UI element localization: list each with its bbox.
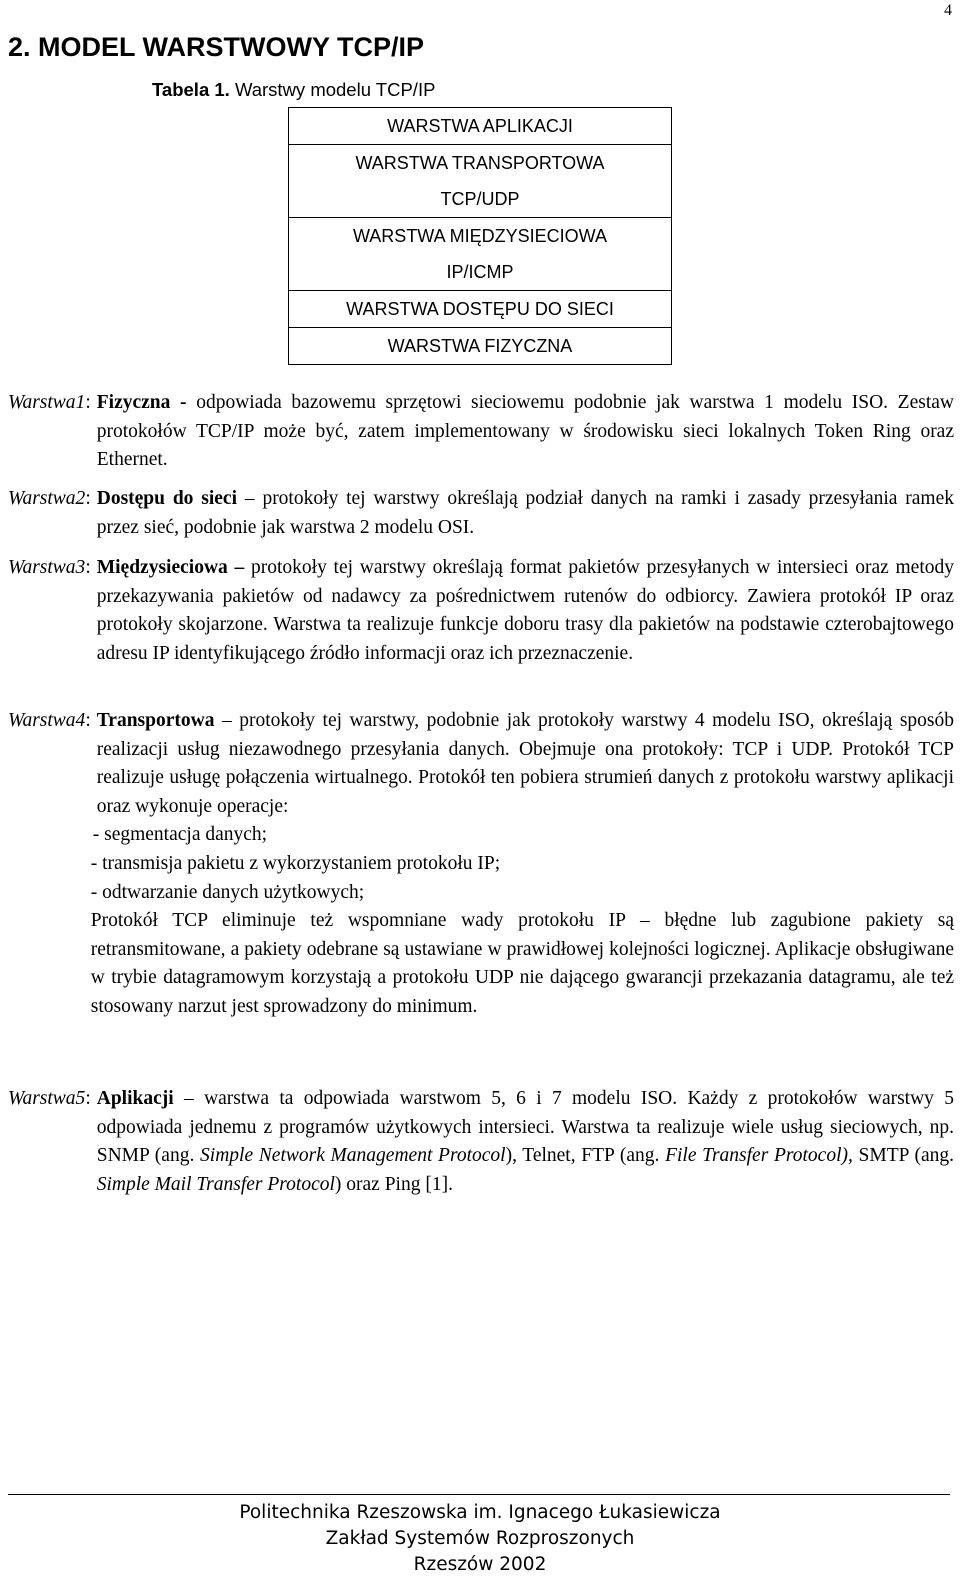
layer-label: Warstwa5: [8,1088,91,1109]
table-row [289,145,672,218]
list-item: - segmentacja danych; [92,824,268,846]
layer-label: Warstwa2: [8,488,91,509]
layers-table [288,107,672,365]
list-item: - odtwarzanie danych użytkowych; [90,881,365,903]
page-number: 4 [944,2,952,19]
table-caption-label: Tabela 1. [152,79,230,100]
table-row [289,291,672,328]
layer-text: Aplikacji – warstwa ta odpowiada warstwom 5, 6 i 7 modelu ISO. Każdy z protokołów warstwy 5 odpowiada jednemu z programów użytkowych intersieci. Warstwa ta realizuje wiele usług sieciowych, np. SNMP (ang. Simple Network Management Protocol), Telnet, FTP (ang. File Transfer Protocol), SMTP (ang. Simple Mail Transfer Protocol) oraz Ping [1]. [96,1088,954,1195]
table-cell-network-access [289,291,672,328]
list-item: - transmisja pakietu z wykorzystaniem protokołu IP; [90,852,501,874]
layer-term: Transportowa [96,710,215,731]
layer-body: protokoły tej warstwy określają podział danych na ramki i zasady przesyłania ramek przez sieć, podobnie jak warstwa 2 modelu OSI. [96,488,954,538]
footer-institution: Politechnika Rzeszowska im. Ignacego Łukasiewicza [239,1502,721,1523]
table-row [289,108,672,145]
layer-term: Fizyczna [96,392,171,413]
layer-body: odpowiada bazowemu sprzętowi sieciowemu podobnie jak warstwa 1 modelu ISO. Zestaw protokołów TCP/IP może być, zatem implementowany w środowisku sieci lokalnych Token Ring oraz Ethernet. [96,392,954,471]
layer-body: protokoły tej warstwy, podobnie jak protokoły warstwy 4 modelu ISO, określają sposób realizacji usług niezawodnego przesyłania danych. Obejmuje ona protokoły: TCP i UDP. Protokół TCP realizuje usługę połączenia wirtualnego. Protokół ten pobiera strumień danych z protokołu warstwy aplikacji oraz wykonuje operacje: [96,710,954,817]
table-caption-text: Warstwy modelu TCP/IP [229,79,436,100]
layer-body: warstwa ta odpowiada warstwom 5, 6 i 7 modelu ISO. Każdy z protokołów warstwy 5 odpowiada jednemu z programów użytkowych intersieci. Warstwa ta realizuje wiele usług sieciowych, np. SNMP (ang. Simple Network Management Protocol), Telnet, FTP (ang. File Transfer Protocol), SMTP (ang. Simple Mail Transfer Protocol) oraz Ping [1]. [96,1088,954,1195]
table-cell-physical [289,328,672,365]
footer-divider [8,1494,950,1495]
table-cell-line: TCP/UDP [440,189,520,209]
layer-term: Dostępu do sieci [96,488,237,509]
layer-text: Transportowa – protokoły tej warstwy, podobnie jak protokoły warstwy 4 modelu ISO, określają sposób realizacji usług niezawodnego przesyłania danych. Obejmuje ona protokoły: TCP i UDP. Protokół TCP realizuje usługę połączenia wirtualnego. Protokół ten pobiera strumień danych z protokołu warstwy aplikacji oraz wykonuje operacje: - segmentacja danych; - transmisja pakietu z wykorzystaniem protokołu IP; - odtwarzanie danych użytkowych; Protokół TCP eliminuje też wspomniane wady protokołu IP – błędne lub zagubione pakiety są retransmitowane, a pakiety odebrane są ustawiane w prawidłowej kolejności logicznej. Aplikacje obsługiwane w trybie datagramowym korzystają a protokołu UDP nie dającego gwarancji przekazania datagramu, ale też stosowany narzut jest sprowadzony do minimum. [91,707,954,1022]
layer-term: Aplikacji [96,1088,174,1109]
layer-description-2 [8,485,954,542]
layer-description-4 [8,707,954,1022]
table-cell-line: IP/ICMP [446,262,514,282]
layer-text: Dostępu do sieci – protokoły tej warstwy określają podział danych na ramki i zasady przesyłania ramek przez sieć, podobnie jak warstwa 2 modelu OSI. [96,488,954,538]
table-cell-internet [289,218,672,291]
table-cell-transport [289,145,672,218]
layer-label: Warstwa4: [8,710,91,731]
layer-label: Warstwa3: [8,557,91,578]
footer-place-year: Rzeszów 2002 [413,1554,547,1575]
layer-label: Warstwa1: [8,392,91,413]
section-heading: 2. MODEL WARSTWOWY TCP/IP [8,32,425,62]
table-cell-line: WARSTWA MIĘDZYSIECIOWA [352,226,607,246]
table-cell-application [289,108,672,145]
layer-text: Fizyczna - odpowiada bazowemu sprzętowi sieciowemu podobnie jak warstwa 1 modelu ISO. Zestaw protokołów TCP/IP może być, zatem implementowany w środowisku sieci lokalnych Token Ring oraz Ethernet. [96,392,954,471]
footer-department: Zakład Systemów Rozproszonych [325,1528,635,1549]
table-caption [152,78,435,102]
page-footer [0,1500,960,1578]
table-cell-line: WARSTWA DOSTĘPU DO SIECI [346,299,614,319]
layer-text: Międzysieciowa – protokoły tej warstwy określają format pakietów przesyłanych w intersieci oraz metody przekazywania pakietów od nadawcy za pośrednictwem rutenów do odbiorcy. Zawiera protokół IP oraz protokoły skojarzone. Warstwa ta realizuje funkcje doboru trasy dla pakietów na podstawie czterobajtowego adresu IP identyfikującego źródło informacji oraz ich przeznaczenie. [96,557,954,664]
layer-body-continuation: Protokół TCP eliminuje też wspomniane wady protokołu IP – błędne lub zagubione pakiety są retransmitowane, a pakiety odebrane są ustawiane w prawidłowej kolejności logicznej. Aplikacje obsługiwane w trybie datagramowym korzystają a protokołu UDP nie dającego gwarancji przekazania datagramu, ale też stosowany narzut jest sprowadzony do minimum. [90,910,954,1017]
table-cell-line: WARSTWA TRANSPORTOWA [355,153,605,173]
layer-description-1 [8,389,954,475]
layer-body: protokoły tej warstwy określają format pakietów przesyłanych w intersieci oraz metody przekazywania pakietów od nadawcy za pośrednictwem rutenów do odbiorcy. Zawiera protokół IP oraz protokoły skojarzone. Warstwa ta realizuje funkcje doboru trasy dla pakietów na podstawie czterobajtowego adresu IP identyfikującego źródło informacji oraz ich przeznaczenie. [96,557,954,664]
table-row [289,218,672,291]
table-cell-line: WARSTWA FIZYCZNA [387,336,573,356]
layer-description-3 [8,554,954,668]
table-cell-line: WARSTWA APLIKACJI [387,116,573,136]
layer-description-5 [8,1085,954,1199]
layer-term: Międzysieciowa [96,557,228,578]
table-row [289,328,672,365]
